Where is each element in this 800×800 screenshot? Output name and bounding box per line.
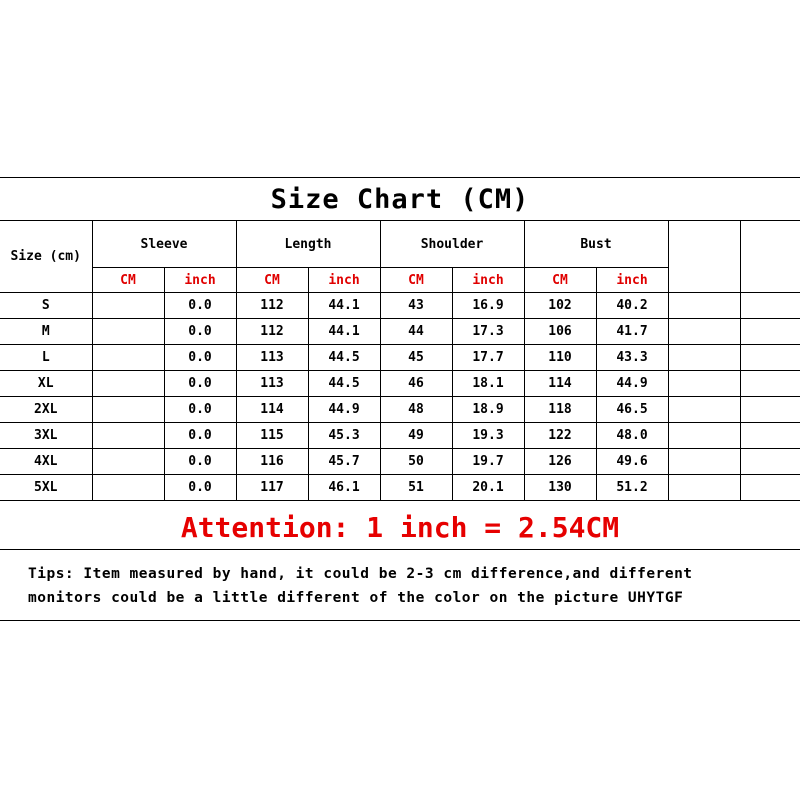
- cell-bust-in: 46.5: [596, 397, 668, 423]
- cell-shoulder-cm: 51: [380, 475, 452, 501]
- cell-length-cm: 113: [236, 371, 308, 397]
- unit-label-cm: CM: [380, 268, 452, 293]
- cell-shoulder-cm: 50: [380, 449, 452, 475]
- cell-bust-cm: 106: [524, 319, 596, 345]
- unit-label-inch: inch: [164, 268, 236, 293]
- empty-cell: [668, 293, 740, 319]
- unit-label-cm: CM: [92, 268, 164, 293]
- cell-sleeve-cm: [92, 475, 164, 501]
- cell-sleeve-cm: [92, 423, 164, 449]
- empty-cell: [668, 397, 740, 423]
- cell-sleeve-in: 0.0: [164, 345, 236, 371]
- cell-length-in: 44.1: [308, 319, 380, 345]
- unit-label-cm: CM: [236, 268, 308, 293]
- cell-shoulder-in: 16.9: [452, 293, 524, 319]
- size-chart: [0, 177, 800, 621]
- size-label: 2XL: [0, 397, 92, 423]
- cell-shoulder-cm: 48: [380, 397, 452, 423]
- cell-shoulder-cm: 43: [380, 293, 452, 319]
- size-table: [0, 220, 800, 501]
- cell-bust-cm: 114: [524, 371, 596, 397]
- empty-cell: [668, 423, 740, 449]
- empty-header-cell: [668, 221, 740, 293]
- empty-cell: [740, 475, 800, 501]
- table-row: [0, 319, 800, 345]
- cell-sleeve-cm: [92, 449, 164, 475]
- cell-shoulder-in: 17.3: [452, 319, 524, 345]
- cell-bust-in: 41.7: [596, 319, 668, 345]
- cell-sleeve-in: 0.0: [164, 371, 236, 397]
- table-row: [0, 423, 800, 449]
- size-label: L: [0, 345, 92, 371]
- size-label: 4XL: [0, 449, 92, 475]
- cell-shoulder-in: 19.7: [452, 449, 524, 475]
- cell-length-in: 45.3: [308, 423, 380, 449]
- cell-shoulder-in: 20.1: [452, 475, 524, 501]
- empty-header-cell: [740, 221, 800, 293]
- cell-bust-in: 40.2: [596, 293, 668, 319]
- cell-length-cm: 113: [236, 345, 308, 371]
- cell-sleeve-cm: [92, 345, 164, 371]
- cell-shoulder-in: 17.7: [452, 345, 524, 371]
- unit-label-cm: CM: [524, 268, 596, 293]
- cell-sleeve-in: 0.0: [164, 319, 236, 345]
- size-column-header: Size (cm): [0, 221, 92, 293]
- empty-cell: [740, 397, 800, 423]
- cell-length-in: 46.1: [308, 475, 380, 501]
- size-label: M: [0, 319, 92, 345]
- cell-bust-in: 43.3: [596, 345, 668, 371]
- size-label: XL: [0, 371, 92, 397]
- table-row: [0, 449, 800, 475]
- table-row: [0, 475, 800, 501]
- cell-sleeve-in: 0.0: [164, 293, 236, 319]
- empty-cell: [740, 449, 800, 475]
- cell-bust-cm: 130: [524, 475, 596, 501]
- cell-bust-in: 49.6: [596, 449, 668, 475]
- cell-length-cm: 112: [236, 293, 308, 319]
- cell-shoulder-in: 19.3: [452, 423, 524, 449]
- cell-bust-cm: 102: [524, 293, 596, 319]
- cell-length-cm: 116: [236, 449, 308, 475]
- cell-bust-cm: 118: [524, 397, 596, 423]
- cell-sleeve-in: 0.0: [164, 397, 236, 423]
- cell-bust-cm: 126: [524, 449, 596, 475]
- size-rows: [0, 293, 800, 501]
- empty-cell: [740, 319, 800, 345]
- empty-cell: [740, 345, 800, 371]
- tips-text: [28, 562, 788, 610]
- cell-bust-cm: 110: [524, 345, 596, 371]
- cell-length-in: 44.5: [308, 371, 380, 397]
- cell-sleeve-cm: [92, 319, 164, 345]
- cell-bust-cm: 122: [524, 423, 596, 449]
- cell-length-cm: 117: [236, 475, 308, 501]
- empty-cell: [740, 423, 800, 449]
- cell-sleeve-in: 0.0: [164, 475, 236, 501]
- cell-shoulder-in: 18.9: [452, 397, 524, 423]
- table-row: [0, 293, 800, 319]
- group-header-sleeve: Sleeve: [92, 221, 236, 268]
- cell-length-in: 45.7: [308, 449, 380, 475]
- empty-cell: [668, 475, 740, 501]
- cell-length-cm: 114: [236, 397, 308, 423]
- cell-length-in: 44.9: [308, 397, 380, 423]
- tips-line: monitors could be a little different of the color on the picture UHYTGF: [28, 590, 684, 606]
- size-label: S: [0, 293, 92, 319]
- cell-shoulder-cm: 46: [380, 371, 452, 397]
- cell-sleeve-cm: [92, 293, 164, 319]
- empty-cell: [740, 371, 800, 397]
- empty-cell: [740, 293, 800, 319]
- table-row: [0, 397, 800, 423]
- cell-bust-in: 48.0: [596, 423, 668, 449]
- cell-shoulder-cm: 49: [380, 423, 452, 449]
- table-row: [0, 371, 800, 397]
- unit-label-inch: inch: [452, 268, 524, 293]
- unit-label-inch: inch: [308, 268, 380, 293]
- group-header-bust: Bust: [524, 221, 668, 268]
- empty-cell: [668, 371, 740, 397]
- unit-label-inch: inch: [596, 268, 668, 293]
- cell-length-in: 44.1: [308, 293, 380, 319]
- cell-shoulder-cm: 44: [380, 319, 452, 345]
- empty-cell: [668, 319, 740, 345]
- cell-sleeve-in: 0.0: [164, 423, 236, 449]
- cell-length-in: 44.5: [308, 345, 380, 371]
- table-row: [0, 345, 800, 371]
- cell-length-cm: 112: [236, 319, 308, 345]
- empty-cell: [668, 345, 740, 371]
- chart-title: Size Chart (CM): [0, 178, 800, 221]
- size-label: 3XL: [0, 423, 92, 449]
- cell-shoulder-cm: 45: [380, 345, 452, 371]
- cell-bust-in: 44.9: [596, 371, 668, 397]
- cell-sleeve-cm: [92, 371, 164, 397]
- cell-bust-in: 51.2: [596, 475, 668, 501]
- cell-length-cm: 115: [236, 423, 308, 449]
- group-header-shoulder: Shoulder: [380, 221, 524, 268]
- attention-note: Attention: 1 inch = 2.54CM: [0, 505, 800, 550]
- size-label: 5XL: [0, 475, 92, 501]
- cell-sleeve-cm: [92, 397, 164, 423]
- empty-cell: [668, 449, 740, 475]
- cell-shoulder-in: 18.1: [452, 371, 524, 397]
- header-row-groups: [0, 221, 800, 268]
- tips-line: Tips: Item measured by hand, it could be 2-3 cm difference,and different: [28, 566, 693, 582]
- group-header-length: Length: [236, 221, 380, 268]
- cell-sleeve-in: 0.0: [164, 449, 236, 475]
